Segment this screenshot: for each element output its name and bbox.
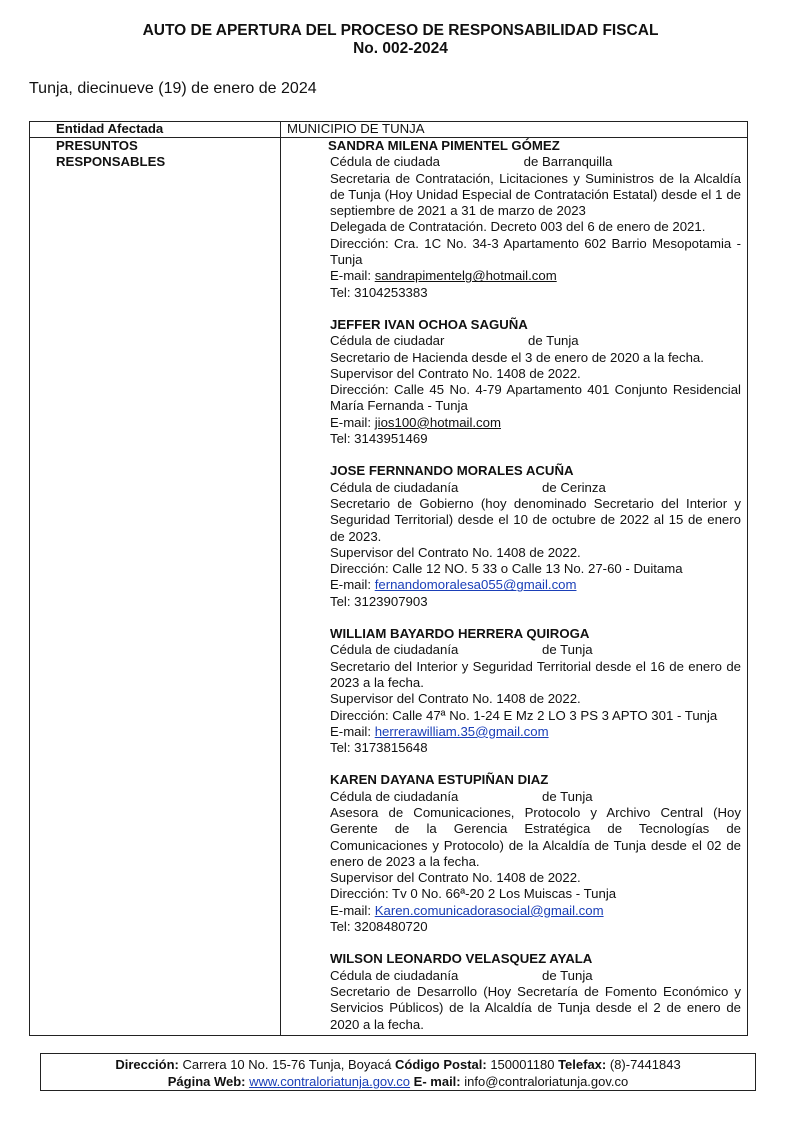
responsible-list	[281, 138, 748, 1036]
person-id: Cédula de ciudadanía de Cerinza	[330, 479, 606, 495]
person-detail: Dirección: Calle 47ª No. 1-24 E Mz 2 LO 3 PS 3 APTO 301 - Tunja	[330, 707, 718, 723]
person-id: Cédula de ciudadanía de Tunja	[330, 642, 593, 658]
person-tel: Tel: 3143951469	[330, 431, 428, 447]
person-detail: Secretario del Interior y Seguridad Territorial desde el 16 de enero de 2023 a la fecha.	[330, 658, 741, 690]
address-value: Carrera 10 No. 15-76 Tunja, Boyacá	[182, 1057, 392, 1072]
page-footer	[40, 1053, 756, 1091]
person-detail: Asesora de Comunicaciones, Protocolo y Archivo Central (Hoy Gerente de la Gerencia Estratégica de Tecnologías de Comunicaciones y Protocolo) de la Alcaldía de Tunja desde el 02 de enero de 2023 a la fecha.	[330, 804, 741, 869]
address-label: Dirección:	[115, 1057, 179, 1072]
person-id: Cédula de ciudadar de Tunja	[330, 333, 579, 349]
person-entry	[283, 626, 747, 756]
person-id: Cédula de ciudada de Barranquilla	[330, 154, 613, 170]
email-link[interactable]: jios100@hotmail.com	[374, 414, 501, 430]
responsible-row	[30, 138, 748, 1036]
person-name: KAREN DAYANA ESTUPIÑAN DIAZ	[330, 772, 549, 788]
person-detail: Supervisor del Contrato No. 1408 de 2022.	[330, 870, 581, 886]
responsible-label: PRESUNTOS RESPONSABLES	[30, 138, 281, 1036]
footer-line-2	[41, 1073, 755, 1090]
person-name: WILLIAM BAYARDO HERRERA QUIROGA	[330, 626, 590, 642]
person-tel: Tel: 3104253383	[330, 284, 428, 300]
redacted-id	[458, 646, 538, 654]
person-name: JEFFER IVAN OCHOA SAGUÑA	[330, 316, 528, 332]
redacted-id	[458, 484, 538, 492]
person-detail: Secretaria de Contratación, Licitaciones y Suministros de la Alcaldía de Tunja (Hoy Unidad Especial de Contratación Estatal) desde el 1 de septiembre de 2021 a 31 de marzo de 2023	[330, 170, 741, 219]
person-tel: Tel: 3123907903	[330, 593, 428, 609]
person-email: E-mail: fernandomoralesa055@gmail.com	[330, 577, 577, 593]
redacted-id	[440, 158, 520, 166]
person-detail: Secretario de Gobierno (hoy denominado Secretario del Interior y Seguridad Territorial) desde el 10 de octubre de 2022 al 15 de enero de 2023.	[330, 495, 741, 544]
person-name: SANDRA MILENA PIMENTEL GÓMEZ	[328, 138, 560, 153]
person-tel: Tel: 3173815648	[330, 740, 428, 756]
person-email: E-mail: sandrapimentelg@hotmail.com	[330, 268, 557, 284]
email-link[interactable]: Karen.comunicadorasocial@gmail.com	[374, 902, 604, 918]
entity-label: Entidad Afectada	[30, 122, 281, 138]
person-email: E-mail: Karen.comunicadorasocial@gmail.com	[330, 902, 604, 918]
web-label: Página Web:	[167, 1074, 246, 1089]
person-detail: Secretario de Desarrollo (Hoy Secretaría de Fomento Económico y Servicios Públicos) de la Alcaldía de Tunja desde el 2 de enero de 2020 a la fecha.	[330, 983, 741, 1032]
person-name: WILSON LEONARDO VELASQUEZ AYALA	[330, 951, 593, 967]
person-id: Cédula de ciudadanía de Tunja	[330, 788, 593, 804]
title-line-1: AUTO DE APERTURA DEL PROCESO DE RESPONSABILIDAD FISCAL	[142, 22, 659, 39]
redacted-id	[458, 972, 538, 980]
person-entry	[283, 463, 747, 610]
person-detail: Supervisor del Contrato No. 1408 de 2022.	[330, 691, 581, 707]
person-name: JOSE FERNNANDO MORALES ACUÑA	[330, 463, 574, 479]
case-table	[29, 121, 748, 1036]
entity-value: MUNICIPIO DE TUNJA	[281, 122, 748, 138]
person-email: E-mail: jios100@hotmail.com	[330, 414, 501, 430]
person-detail: Delegada de Contratación. Decreto 003 del 6 de enero de 2021.	[330, 219, 706, 235]
footer-email-label: E- mail:	[413, 1074, 461, 1089]
postal-label: Código Postal:	[394, 1057, 487, 1072]
person-id: Cédula de ciudadanía de Tunja	[330, 967, 593, 983]
fax-label: Telefax:	[558, 1057, 607, 1072]
person-entry	[283, 317, 747, 447]
person-detail: Supervisor del Contrato No. 1408 de 2022.	[330, 365, 581, 381]
person-detail: Dirección: Calle 12 NO. 5 33 o Calle 13 No. 27-60 - Duitama	[330, 561, 683, 577]
document-title	[0, 22, 801, 58]
website-link[interactable]: www.contraloriatunja.gov.co	[249, 1074, 411, 1089]
redacted-id	[444, 337, 524, 345]
email-link[interactable]: fernandomoralesa055@gmail.com	[374, 577, 577, 593]
email-link[interactable]: herrerawilliam.35@gmail.com	[374, 723, 549, 739]
entity-row	[30, 122, 748, 138]
city-date: Tunja, diecinueve (19) de enero de 2024	[29, 80, 317, 97]
person-entry	[283, 951, 747, 1034]
person-detail: Supervisor del Contrato No. 1408 de 2022.	[330, 544, 581, 560]
title-line-2: No. 002-2024	[353, 40, 448, 57]
person-detail: Dirección: Cra. 1C No. 34-3 Apartamento 602 Barrio Mesopotamia - Tunja	[330, 235, 741, 268]
redacted-id	[458, 793, 538, 801]
person-entry	[283, 138, 747, 301]
person-email: E-mail: herrerawilliam.35@gmail.com	[330, 723, 549, 739]
footer-line-1	[41, 1056, 755, 1073]
person-detail: Dirección: Tv 0 No. 66ª-20 2 Los Muiscas - Tunja	[330, 886, 617, 902]
email-link[interactable]: sandrapimentelg@hotmail.com	[374, 268, 557, 284]
footer-email[interactable]: info@contraloriatunja.gov.co	[464, 1074, 629, 1089]
fax-value: (8)-7441843	[609, 1057, 681, 1072]
person-tel: Tel: 3208480720	[330, 919, 428, 935]
person-entry	[283, 772, 747, 935]
person-detail: Dirección: Calle 45 No. 4-79 Apartamento 401 Conjunto Residencial María Fernanda - Tunja	[330, 382, 741, 414]
postal-value: 150001180	[490, 1057, 555, 1072]
person-detail: Secretario de Hacienda desde el 3 de enero de 2020 a la fecha.	[330, 349, 704, 365]
